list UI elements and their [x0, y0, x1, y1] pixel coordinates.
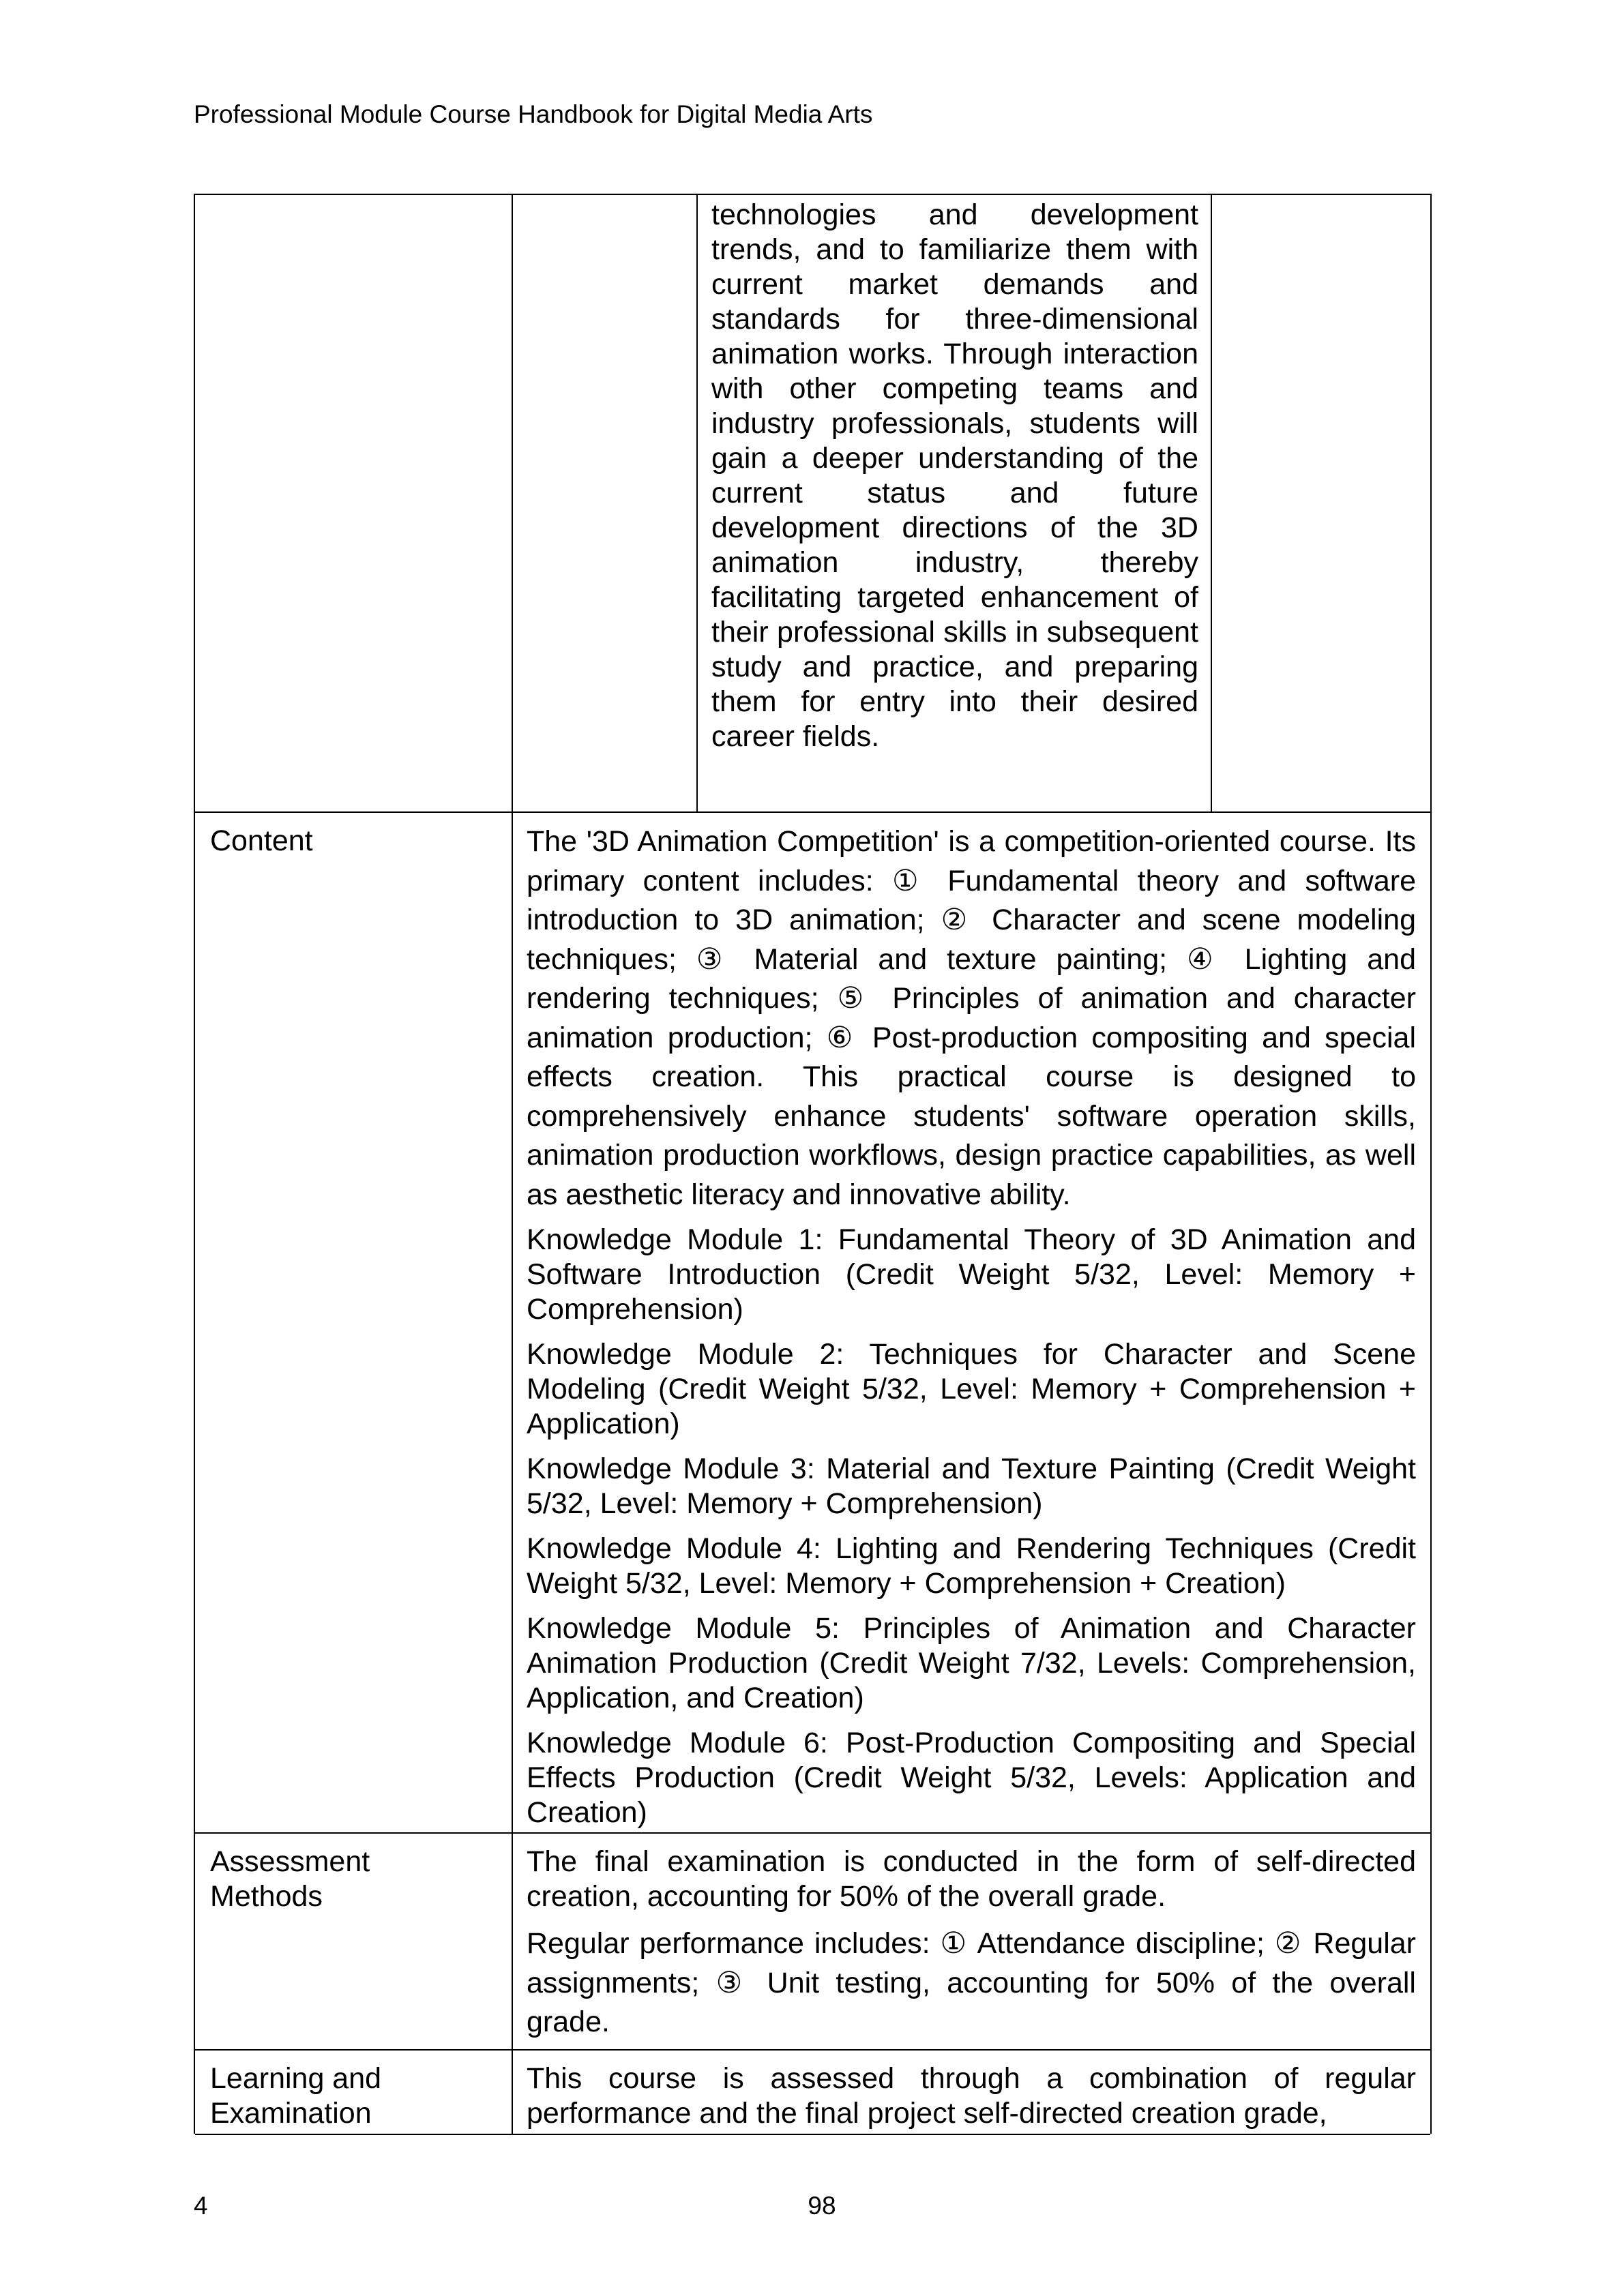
learning-cell [527, 2061, 1416, 2131]
assessment-cell [527, 1845, 1416, 2042]
table-bottom-edge [195, 2134, 1430, 2135]
content-intro-paragraph: The '3D Animation Competition' is a competition-oriented course. Its primary content includes: ① Fundamental theory and software introduction to 3D animation; ② Character and scene modeling techniques; ③ Material and texture painting; ④ Lighting and rendering techniques; ⑤ Principles of animation and character animation production; ⑥ Post-production compositing and special effects creation. This practical course is designed to comprehensively enhance students' software operation skills, animation production workflows, design practice capabilities, as well as aesthetic literacy and innovative ability. [527, 825, 1416, 1211]
row-label-content: Content [210, 824, 313, 857]
row-separator [195, 811, 1430, 813]
assessment-paragraph: The final examination is conducted in the form of self-directed creation, accounting for 50% of the overall grade. [527, 1845, 1416, 1913]
content-cell [527, 822, 1416, 1830]
row-label-assessment: Assessment Methods [210, 1845, 370, 1913]
knowledge-module-paragraph: Knowledge Module 3: Material and Texture Painting (Credit Weight 5/32, Level: Memory + Comprehension) [527, 1452, 1416, 1520]
row-separator [195, 2049, 1430, 2051]
column-divider [512, 195, 513, 2135]
inner-column-divider-left [696, 195, 698, 811]
knowledge-module-paragraph: Knowledge Module 6: Post-Production Compositing and Special Effects Production (Credit Weight 5/32, Levels: Application and Creation) [527, 1727, 1416, 1829]
page-header: Professional Module Course Handbook for Digital Media Arts [194, 100, 873, 128]
footer-left-number: 4 [194, 2192, 208, 2220]
knowledge-module-paragraph: Knowledge Module 5: Principles of Animation and Character Animation Production (Credit Weight 7/32, Levels: Comprehension, Application, and Creation) [527, 1612, 1416, 1714]
learning-paragraph: This course is assessed through a combination of regular performance and the final project self-directed creation grade, [527, 2062, 1416, 2130]
knowledge-module-paragraph: Knowledge Module 4: Lighting and Rendering Techniques (Credit Weight 5/32, Level: Memory + Comprehension + Creation) [527, 1532, 1416, 1600]
inner-column-divider-right [1211, 195, 1212, 811]
row-label-learning: Learning and Examination [210, 2062, 382, 2130]
knowledge-module-paragraph: Knowledge Module 1: Fundamental Theory of 3D Animation and Software Introduction (Credit Weight 5/32, Level: Memory + Comprehension) [527, 1223, 1416, 1326]
continuation-text: technologies and development trends, and to familiarize them with current market demands and standards for three-dimensional animation works. Through interaction with other competing teams and industry professionals, students will gain a deeper understanding of the current status and future development directions of the 3D animation industry, thereby facilitating targeted enhancement of their professional skills in subsequent study and practice, and preparing them for entry into their desired career fields. [711, 198, 1198, 753]
assessment-paragraph: Regular performance includes: ① Attendance discipline; ② Regular assignments; ③ Unit testing, accounting for 50% of the overall grade. [527, 1927, 1416, 2038]
knowledge-module-paragraph: Knowledge Module 2: Techniques for Character and Scene Modeling (Credit Weight 5/32, Level: Memory + Comprehension + Application) [527, 1338, 1416, 1440]
page-number: 98 [808, 2192, 836, 2220]
row-separator [195, 1832, 1430, 1834]
course-table [194, 194, 1432, 2134]
